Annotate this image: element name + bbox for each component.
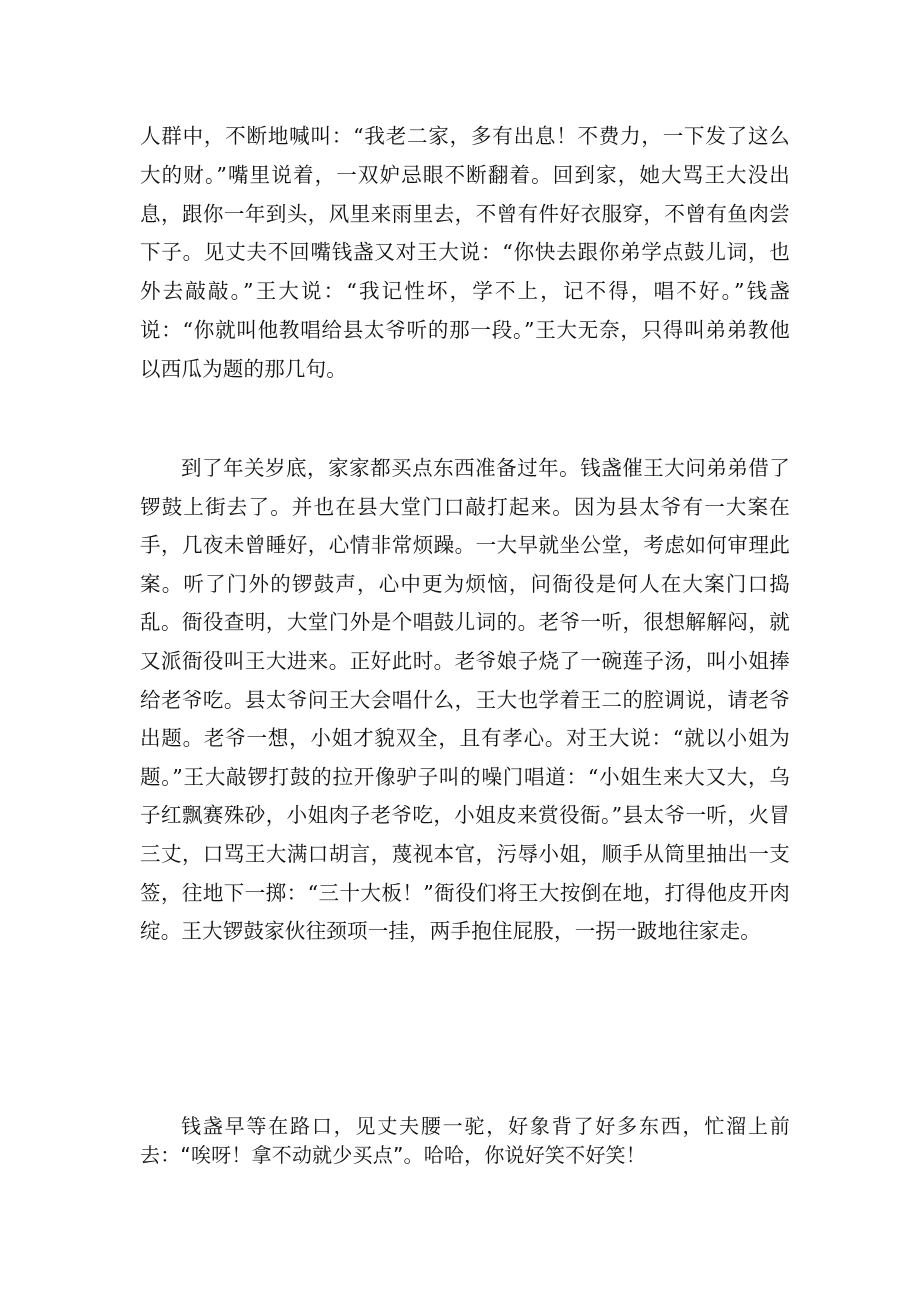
paragraph-2	[140, 449, 790, 951]
paragraph-text: 到了年关岁底，家家都买点东西准备过年。钱盏催王大问弟弟借了锣鼓上街去了。并也在县大堂门口敲打起来。因为县太爷有一大案在手，几夜未曾睡好，心情非常烦躁。一大早就坐公堂，考虑如何审理此案。听了门外的锣鼓声，心中更为烦恼，问衙役是何人在大案门口捣乱。衙役查明，大堂门外是个唱鼓儿词的。老爷一听，很想解解闷，就又派衙役叫王大进来。正好此时。老爷娘子烧了一碗莲子汤，叫小姐捧给老爷吃。县太爷问王大会唱什么，王大也学着王二的腔调说，请老爷出题。老爷一想，小姐才貌双全，且有孝心。对王大说：“就以小姐为题。”王大敲锣打鼓的拉开像驴子叫的噪门唱道：“小姐生来大又大，乌子红飘赛殊砂，小姐肉子老爷吃，小姐皮来赏役衙。”县太爷一听，火冒三丈，口骂王大满口胡言，蔑视本官，污辱小姐，顺手从筒里抽出一支签，往地下一掷：“三十大板！”衙役们将王大按倒在地，打得他皮开肉绽。王大锣鼓家伙往颈项一挂，两手抱住屁股，一拐一跛地往家走。	[140, 456, 790, 944]
paragraph-text: 人群中，不断地喊叫：“我老二家，多有出息！不费力，一下发了这么大的财。”嘴里说着，一双妒忌眼不断翻着。回到家，她大骂王大没出息，跟你一年到头，风里来雨里去，不曾有件好衣服穿，不曾有鱼肉尝下子。见丈夫不回嘴钱盏又对王大说：“你快去跟你弟学点鼓儿词，也外去敲敲。”王大说：“我记性坏，学不上，记不得，唱不好。”钱盏说：“你就叫他教唱给县太爷听的那一段。”王大无奈，只得叫弟弟教他以西瓜为题的那几句。	[140, 124, 790, 381]
paragraph-1	[140, 117, 790, 389]
paragraph-3	[140, 1112, 790, 1170]
paragraph-text: 钱盏早等在路口，见丈夫腰一驼，好象背了好多东西，忙溜上前去：“唉呀！拿不动就少买点”。哈哈，你说好笑不好笑！	[140, 1114, 790, 1167]
